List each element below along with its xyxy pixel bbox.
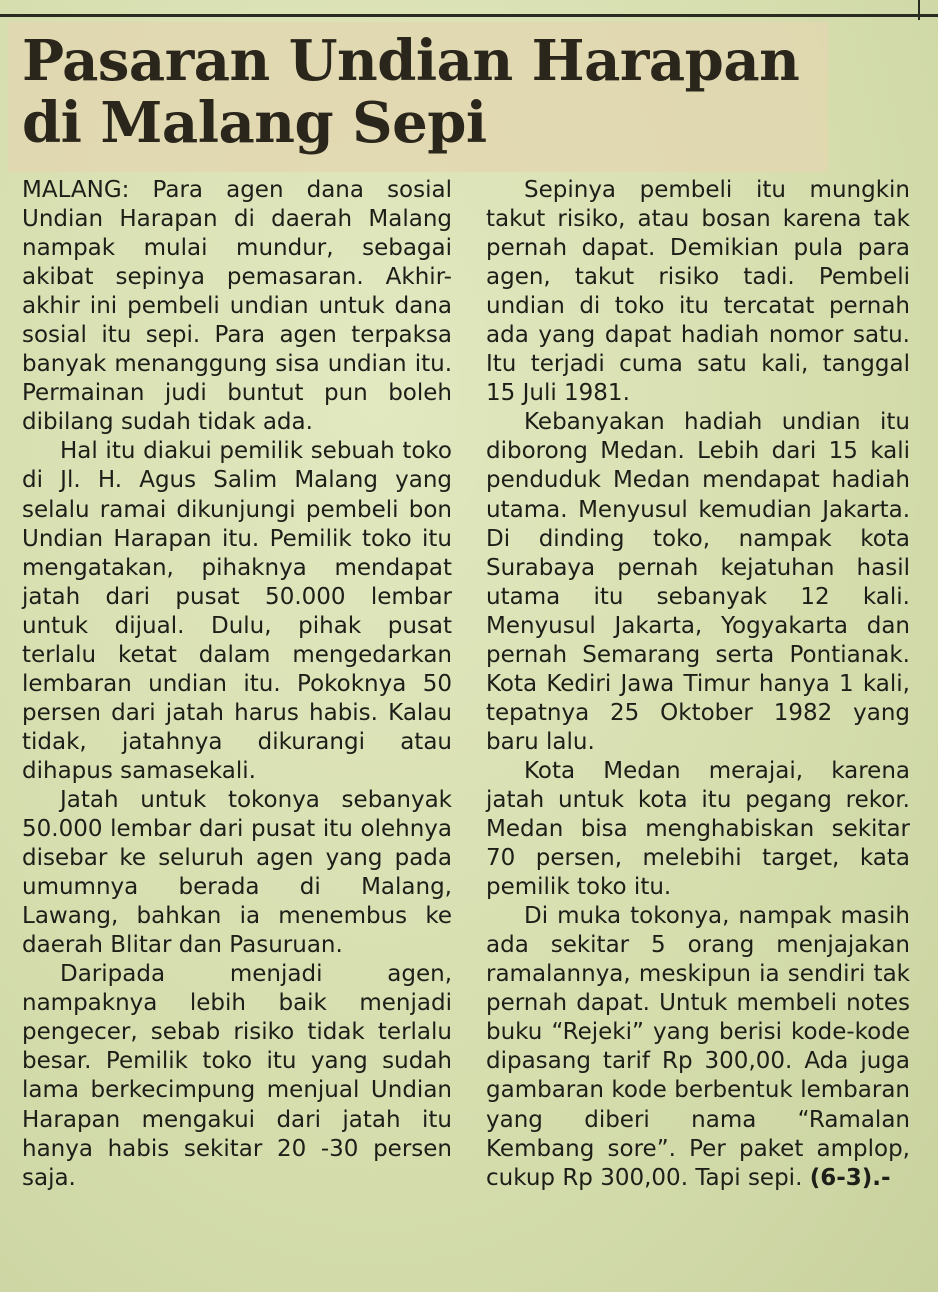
- corner-rule: [918, 0, 920, 20]
- paragraph: Daripada menjadi agen, nampaknya lebih baik menjadi pengecer, sebab risiko tidak terlalu besar. Pemilik toko itu yang sudah lama berkecimpung menjual Undian Harapan mengakui dari jatah itu hanya habis sekitar 20 -30 persen saja.: [22, 961, 452, 1191]
- paragraph-text: Para agen dana sosial Undian Harapan di daerah Malang nampak mulai mundur, sebagai akibat sepinya pemasaran. Akhir-akhir ini pembeli undian untuk dana sosial itu sepi. Para agen terpaksa banyak menanggung sisa undian itu. Permainan judi buntut pun boleh dibilang sudah tidak ada.: [22, 177, 452, 436]
- paragraph: Hal itu diakui pemilik sebuah toko di Jl. H. Agus Salim Malang yang selalu ramai dikunjungi pembeli bon Undian Harapan itu. Pemilik toko itu mengatakan, pihaknya mendapat jatah dari pusat 50.000 lembar untuk dijual. Dulu, pihak pusat terlalu ketat dalam mengedarkan lembaran undian itu. Pokoknya 50 persen dari jatah harus habis. Kalau tidak, jatahnya dikurangi atau dihapus samasekali.: [22, 438, 452, 784]
- paragraph: Kebanyakan hadiah undian itu diborong Medan. Lebih dari 15 kali penduduk Medan mendapat hadiah utama. Menyusul kemudian Jakarta. Di dinding toko, nampak kota Surabaya pernah kejatuhan hasil utama itu sebanyak 12 kali. Menyusul Jakarta, Yogyakarta dan pernah Semarang serta Pontianak. Kota Kediri Jawa Timur hanya 1 kali, tepatnya 25 Oktober 1982 yang baru lalu.: [486, 409, 910, 755]
- paragraph: [486, 902, 910, 1192]
- left-column: [22, 176, 452, 1193]
- paragraph-text: Di muka tokonya, nampak masih ada sekitar 5 orang menjajakan ramalannya, meskipun ia sendiri tak pernah dapat. Untuk membeli notes buku “Rejeki” yang berisi kode-kode dipasang tarif Rp 300,00. Ada juga gambaran kode berbentuk lembaran yang diberi nama “Ramalan Kembang sore”. Per paket amplop, cukup Rp 300,00. Tapi sepi.: [486, 903, 910, 1191]
- right-column: [486, 176, 910, 1193]
- paragraph: Kota Medan merajai, karena jatah untuk kota itu pegang rekor. Medan bisa menghabiskan sekitar 70 persen, melebihi target, kata pemilik toko itu.: [486, 757, 910, 901]
- paragraph: Sepinya pembeli itu mungkin takut risiko, atau bosan karena tak pernah dapat. Demikian pula para agen, takut risiko tadi. Pembeli undian di toko itu tercatat pernah ada yang dapat hadiah nomor satu. Itu terjadi cuma satu kali, tanggal 15 Juli 1981.: [486, 177, 910, 407]
- headline: [22, 30, 799, 154]
- signoff: (6-3).-: [809, 1164, 891, 1191]
- dateline: MALANG:: [22, 177, 130, 203]
- headline-line-1: Pasaran Undian Harapan: [22, 28, 800, 94]
- column-divider: [468, 182, 469, 1262]
- paragraph: Jatah untuk tokonya sebanyak 50.000 lembar dari pusat itu olehnya disebar ke seluruh agen yang pada umumnya berada di Malang, Lawang, bahkan ia menembus ke daerah Blitar dan Pasuruan.: [22, 786, 452, 959]
- top-rule: [0, 14, 938, 17]
- paragraph: [22, 176, 452, 437]
- headline-line-2: di Malang Sepi: [22, 90, 487, 156]
